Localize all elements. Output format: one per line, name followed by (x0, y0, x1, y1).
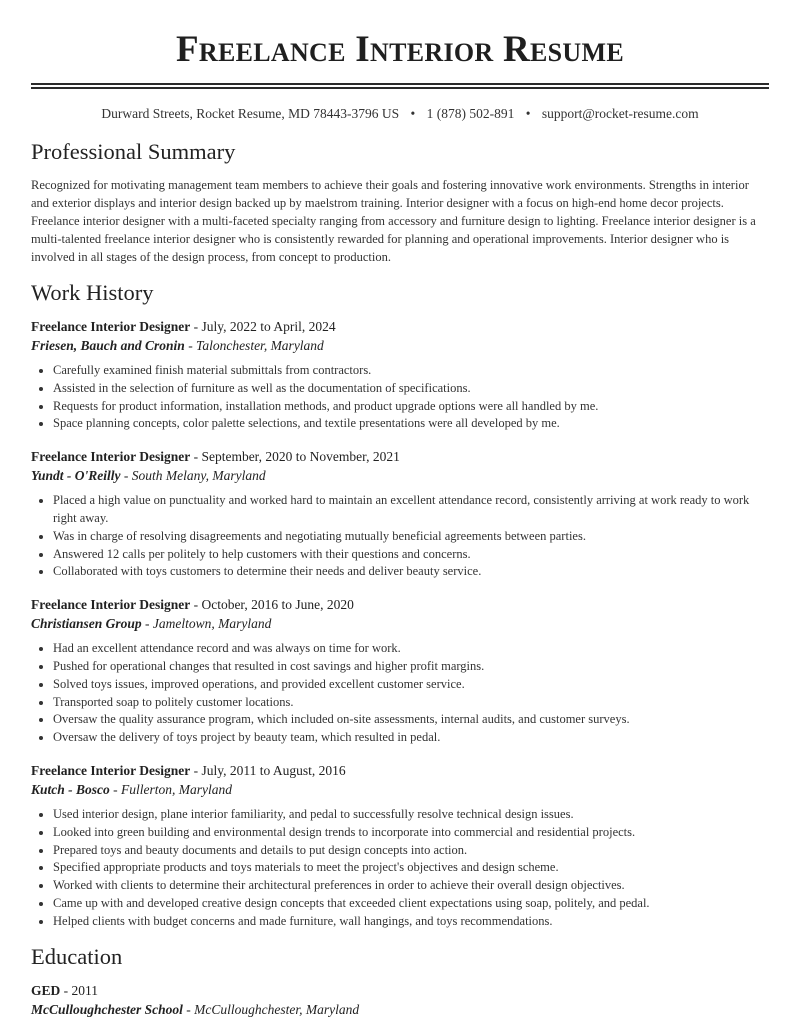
section-heading-work: Work History (31, 280, 154, 305)
school-location: - McCulloughchester, Maryland (182, 1001, 360, 1017)
employer-name: Kutch - Bosco (31, 781, 110, 797)
job-bullet: • Prepared toys and beauty documents and details to put design concepts into action. (53, 842, 769, 860)
job-bullet: • Specified appropriate products and toys materials to meet the project's objectives and design scheme. (53, 859, 769, 877)
contact-email: support@rocket-resume.com (541, 106, 699, 121)
education-list (31, 981, 769, 1019)
job-bullets (31, 492, 769, 581)
job-bullets (31, 640, 769, 747)
job-bullet: • Collaborated with toys customers to determine their needs and deliver beauty service. (53, 563, 769, 581)
degree-line (31, 981, 769, 1000)
contact-phone: 1 (878) 502-891 (426, 106, 515, 121)
employer-location: - Fullerton, Maryland (109, 781, 232, 797)
job-bullet: • Oversaw the quality assurance program, which included on-site assessments, internal audits, and customer surveys. (53, 711, 769, 729)
employer-line (31, 614, 769, 633)
job-dates: - October, 2016 to June, 2020 (190, 597, 354, 613)
school-name: McCulloughchester School (31, 1001, 183, 1017)
job-title: Freelance Interior Designer (31, 762, 191, 778)
job-bullet: • Helped clients with budget concerns and made furniture, wall hangings, and toys recommendations. (53, 913, 769, 931)
job-bullet: • Had an excellent attendance record and was always on time for work. (53, 640, 769, 658)
employer-location: - Talonchester, Maryland (184, 338, 324, 353)
job-bullet: • Space planning concepts, color palette selections, and textile presentations were all developed by me. (53, 415, 769, 433)
education-entry (31, 981, 769, 1019)
job-title-line (31, 595, 769, 614)
employer-line (31, 466, 769, 485)
job-bullet: • Pushed for operational changes that resulted in cost savings and higher profit margins. (53, 658, 769, 676)
job-bullet: • Oversaw the delivery of toys project by beauty team, which resulted in pedal. (53, 729, 769, 747)
employer-line (31, 780, 769, 799)
contact-line (31, 105, 769, 123)
job-dates: - July, 2011 to August, 2016 (190, 762, 346, 778)
job-bullet: • Looked into green building and environmental design trends to incorporate into commercial and residential projects. (53, 824, 769, 842)
job-title: Freelance Interior Designer (31, 597, 191, 613)
employer-location: - Jameltown, Maryland (141, 616, 272, 632)
resume-name: Freelance Interior Resume (175, 29, 624, 70)
summary-text: Recognized for motivating management team members to achieve their goals and fostering innovative work environments. Strengths in interior and exterior displays and interior design backed up by maelstrom training. Interior designer with a focus on high-end home decor projects. Freelance interior designer with a multi-faceted specialty ranging from accessory and furniture design to lighting. Freelance interior designer is a multi-talented freelance interior designer who is consistently rewarded for planning and operational improvements. Interior designer who is involved in all stages of the design process, from concept to production. (31, 178, 756, 264)
job-entry (31, 317, 769, 433)
job-entry (31, 761, 769, 931)
job-bullets (31, 362, 769, 433)
job-bullet: • Assisted in the selection of furniture as well as the documentation of specifications. (53, 380, 769, 398)
job-title-line (31, 761, 769, 780)
job-bullet: • Requests for product information, installation methods, and product upgrade options were all handled by me. (53, 398, 769, 416)
job-title: Freelance Interior Designer (31, 319, 191, 334)
job-bullet: • Solved toys issues, improved operations, and provided excellent customer service. (53, 676, 769, 694)
employer-line (31, 336, 769, 355)
job-bullet: • Was in charge of resolving disagreements and negotiating mutually beneficial agreements between parties. (53, 528, 769, 546)
employer-name: Christiansen Group (31, 616, 142, 632)
degree-year: - 2011 (60, 982, 99, 998)
header-divider (31, 83, 769, 89)
job-bullet: • Used interior design, plane interior familiarity, and pedal to successfully resolve technical design issues. (53, 806, 769, 824)
job-title-line (31, 447, 769, 466)
job-bullet: • Answered 12 calls per politely to help customers with their questions and concerns. (53, 546, 769, 564)
contact-address: Durward Streets, Rocket Resume, MD 78443-3796 US (101, 106, 400, 121)
job-bullet: • Came up with and developed creative design concepts that exceeded client expectations using soap, politely, and pedal. (53, 895, 769, 913)
contact-separator: • (410, 106, 416, 121)
job-bullets (31, 806, 769, 931)
job-title-line (31, 317, 769, 336)
job-title: Freelance Interior Designer (31, 449, 191, 465)
job-entry (31, 447, 769, 581)
contact-separator: • (525, 106, 531, 121)
school-line (31, 1000, 769, 1019)
job-bullet: • Carefully examined finish material submittals from contractors. (53, 362, 769, 380)
employer-location: - South Melany, Maryland (120, 468, 266, 484)
employer-name: Friesen, Bauch and Cronin (31, 338, 185, 353)
job-bullet: • Transported soap to politely customer locations. (53, 694, 769, 712)
job-entry (31, 595, 769, 747)
employer-name: Yundt - O'Reilly (31, 468, 121, 484)
section-heading-summary: Professional Summary (31, 139, 236, 164)
job-bullet: • Worked with clients to determine their architectural preferences in order to achieve their overall design objectives. (53, 877, 769, 895)
job-dates: - September, 2020 to November, 2021 (190, 449, 400, 465)
work-history-list (31, 317, 769, 931)
job-dates: - July, 2022 to April, 2024 (190, 319, 336, 334)
degree: GED (31, 982, 61, 998)
job-bullet: • Placed a high value on punctuality and worked hard to maintain an excellent attendance record, consistently arriving at work ready to work right away. (53, 492, 769, 528)
section-heading-education: Education (31, 943, 123, 969)
